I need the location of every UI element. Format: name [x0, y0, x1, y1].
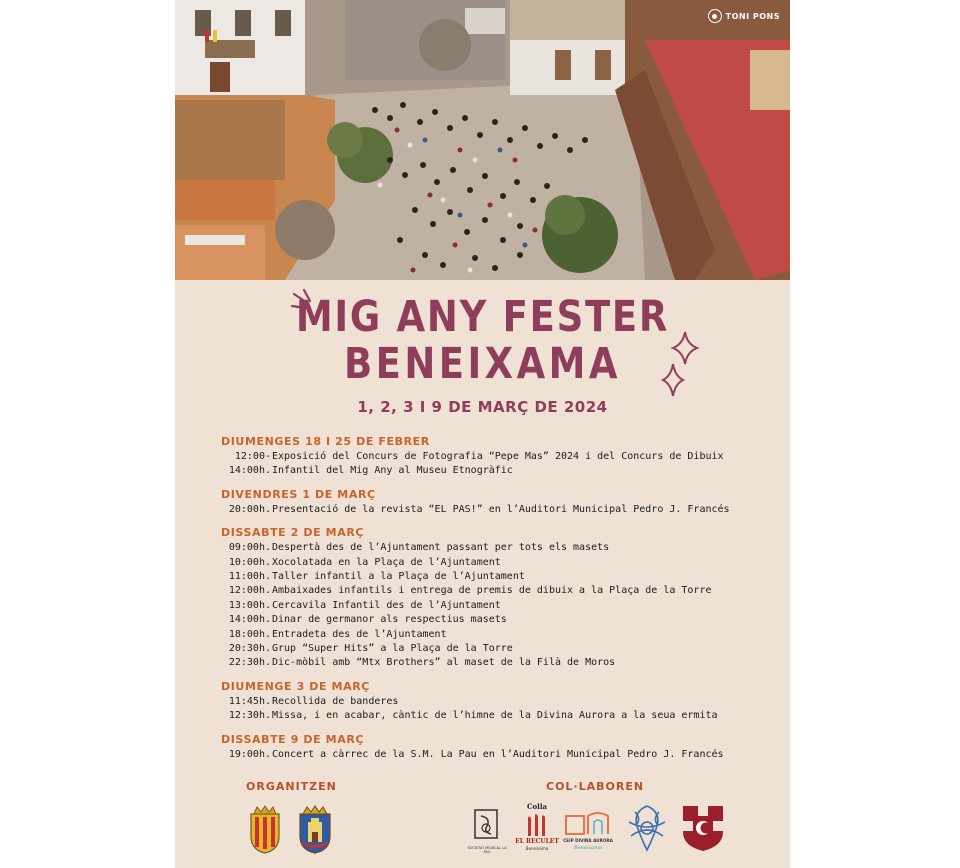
schedule-time: 18:00h. — [228, 628, 271, 640]
poster-title — [175, 292, 790, 389]
day-heading: DISSABTE 9 DE MARÇ — [221, 732, 365, 746]
ornamental-monogram-logo — [623, 802, 671, 854]
schedule-time: 10:00h. — [228, 556, 271, 568]
colla-logo-label: Colla — [526, 802, 548, 811]
camera-icon — [708, 9, 722, 23]
schedule-description: Recollida de banderes — [272, 695, 399, 707]
schedule-description: Infantil del Mig Any al Museu Etnogràfic — [272, 465, 513, 477]
ceip-logo-text: CEIP DIVINA AURORA — [563, 838, 613, 843]
day-heading: DIVENDRES 1 DE MARÇ — [221, 487, 376, 501]
reculet-town-text: Beneixama — [525, 846, 549, 851]
schedule-item — [221, 628, 781, 642]
photo-credit — [708, 9, 780, 23]
town-crest-logo — [248, 804, 282, 854]
schedule-time: 14:00h. — [228, 614, 271, 626]
schedule-time: 11:45h. — [228, 695, 271, 707]
schedule-item — [221, 464, 781, 478]
schedule-time: 20:00h. — [228, 503, 271, 515]
schedule-description: Missa, i en acabar, càntic de l’himne de la Divina Aurora a la seua ermita — [272, 710, 718, 722]
la-pau-logo-text: SOCIETAT MUSICAL LA PAU — [467, 846, 507, 854]
schedule-item — [221, 709, 781, 723]
la-pau-music-society-logo — [467, 808, 507, 850]
day-heading: DISSABTE 2 DE MARÇ — [221, 526, 365, 540]
title-line-2: BENEIXAMA — [344, 339, 621, 389]
event-dates: 1, 2, 3 I 9 DE MARÇ DE 2024 — [357, 398, 608, 416]
collaborators-label: COL·LABOREN — [546, 780, 645, 793]
photo-credit-text: TONI PONS — [725, 11, 780, 21]
schedule-item — [221, 503, 781, 517]
schedule-item — [221, 599, 781, 613]
schedule-item — [221, 695, 781, 709]
cross-shield-logo — [681, 804, 725, 852]
schedule-item — [221, 642, 781, 656]
schedule-description: Despertà des de l’Ajuntament passant per tots els masets — [272, 542, 610, 554]
schedule-item — [221, 584, 781, 598]
event-poster — [175, 0, 790, 868]
schedule-time: 12:00h. — [228, 585, 271, 597]
schedule-time: 20:30h. — [228, 643, 271, 655]
schedule-description: Entradeta des de l’Ajuntament — [272, 628, 447, 640]
ceip-divina-aurora-logo — [564, 812, 612, 838]
schedule-description: Taller infantil a la Plaça de l’Ajuntament — [272, 571, 525, 583]
schedule-description: Grup “Super Hits” a la Plaça de la Torre — [272, 643, 513, 655]
schedule-time: 11:00h. — [228, 571, 271, 583]
schedule-time: 14:00h. — [228, 465, 271, 477]
municipal-shield-logo — [297, 804, 333, 854]
program-day-section — [221, 487, 781, 517]
schedule-time: 09:00h. — [228, 542, 271, 554]
schedule-time: 13:00h. — [228, 599, 271, 611]
schedule-time: 12:00- — [234, 451, 271, 462]
schedule-time: 19:00h. — [228, 748, 271, 760]
schedule-time: 12:30h. — [228, 710, 271, 722]
aerial-town-square-photo — [175, 0, 790, 280]
colla-el-reculet-logo — [523, 812, 553, 838]
program-day-section — [221, 434, 781, 479]
reculet-logo-text: EL RECULET — [515, 838, 559, 845]
schedule-description: Presentació de la revista “EL PAS!” en l’Auditori Municipal Pedro J. Francés — [272, 503, 730, 515]
schedule-description: Cercavila Infantil des de l’Ajuntament — [272, 599, 501, 611]
title-line-1: MIG ANY FESTER — [295, 292, 670, 342]
schedule-description: Dic-mòbil amb “Mtx Brothers” al maset de la Filà de Moros — [272, 657, 616, 669]
schedule-item — [221, 656, 781, 670]
program-day-section — [221, 732, 781, 762]
schedule-item — [221, 450, 781, 464]
schedule-description: Exposició del Concurs de Fotografia “Pepe Mas” 2024 i del Concurs de Dibuix — [272, 451, 724, 462]
schedule-item — [221, 748, 781, 762]
schedule-description: Concert a càrrec de la S.M. La Pau en l’Auditori Municipal Pedro J. Francés — [272, 748, 724, 760]
schedule-item — [221, 556, 781, 570]
schedule-item — [221, 613, 781, 627]
ceip-town-text: Beneixama — [574, 845, 602, 851]
schedule-description: Dinar de germanor als respectius masets — [272, 614, 507, 626]
schedule-description: Ambaixades infantils i entrega de premis de dibuix a la Plaça de la Torre — [272, 585, 712, 597]
schedule-time: 22:30h. — [228, 657, 271, 669]
program-day-section — [221, 679, 781, 724]
day-heading: DIUMENGES 18 I 25 DE FEBRER — [221, 435, 430, 448]
schedule-item — [221, 541, 781, 555]
program-schedule — [221, 434, 781, 770]
schedule-item — [221, 570, 781, 584]
day-heading: DIUMENGE 3 DE MARÇ — [221, 679, 370, 693]
schedule-description: Xocolatada en la Plaça de l’Ajuntament — [272, 556, 501, 568]
organizers-label: ORGANITZEN — [246, 780, 337, 793]
program-day-section — [221, 525, 781, 671]
